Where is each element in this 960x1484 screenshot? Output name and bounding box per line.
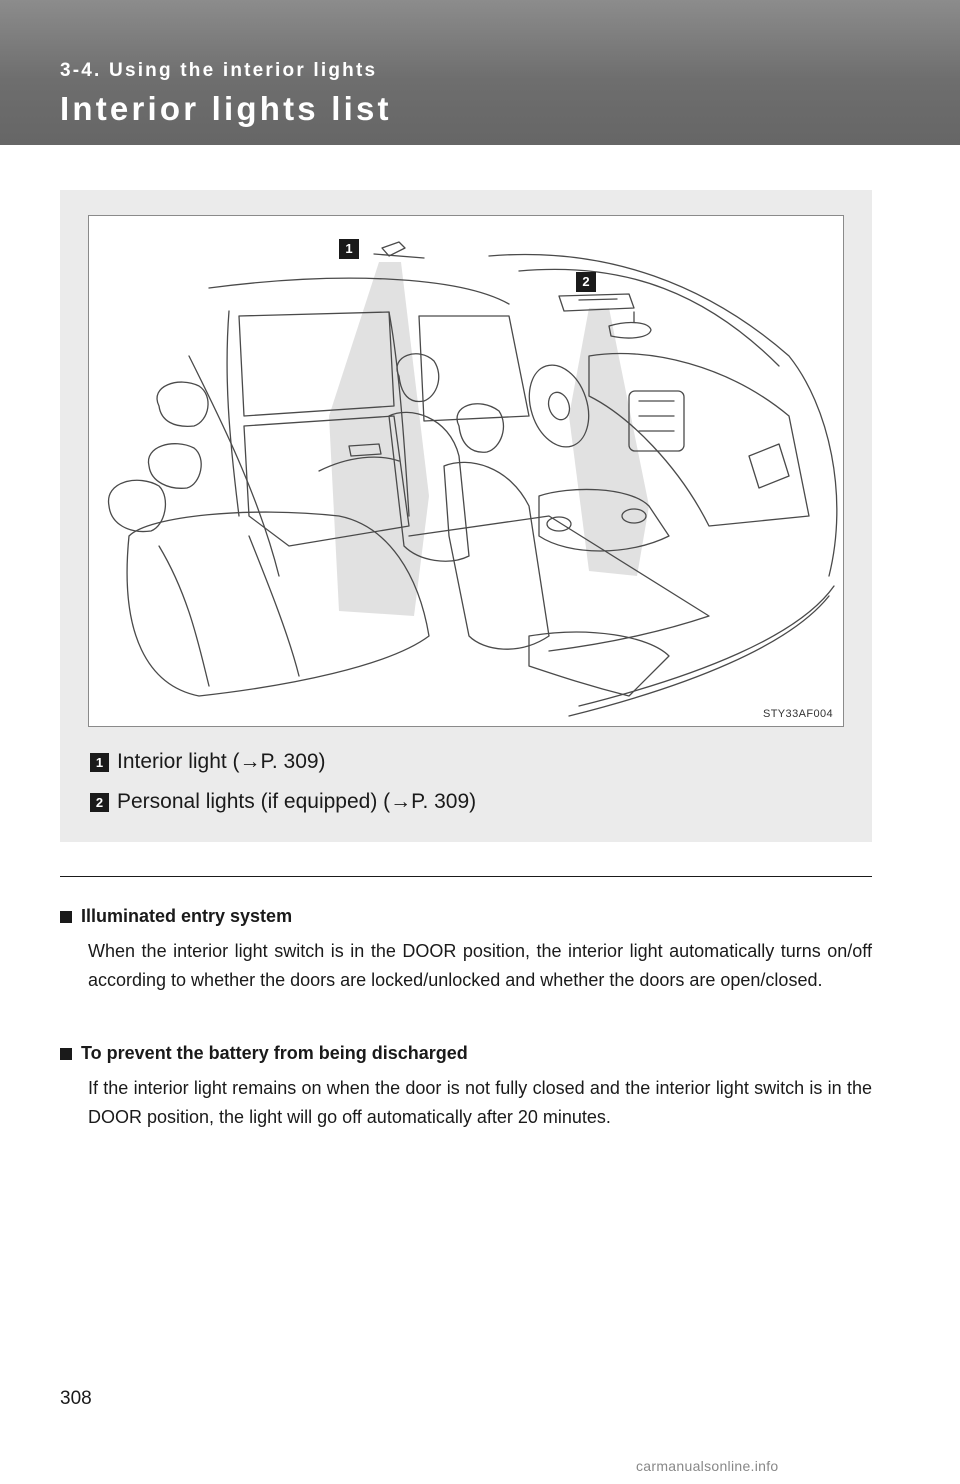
note-heading-battery [60,1043,468,1064]
note-heading-text: Illuminated entry system [81,906,293,926]
page-number: 308 [60,1388,92,1409]
watermark: carmanualsonline.info [636,1458,779,1474]
callout-2: 2 [576,272,596,292]
divider [60,876,872,877]
section-label: 3-4. Using the interior lights [60,60,378,81]
legend-number: 2 [90,793,109,812]
square-bullet-icon [60,911,72,923]
note-body-battery: If the interior light remains on when the door is not fully closed and the interior light switch is in the DOOR position, the light will go off automatically after 20 minutes. [88,1078,872,1127]
page-header [0,0,960,145]
legend-label: Interior light (→P. 309) [117,750,326,773]
figure-panel [60,190,872,842]
car-interior-illustration [88,215,844,727]
page-title: Interior lights list [60,90,392,127]
callout-1: 1 [339,239,359,259]
note-heading-illuminated-entry [60,906,292,927]
car-interior-drawing [89,216,844,727]
square-bullet-icon [60,1048,72,1060]
legend-item-personal-lights [90,790,476,814]
note-body-illuminated-entry: When the interior light switch is in the DOOR position, the interior light automatically turns on/off according to whether the doors are locked/unlocked and whether the doors are open/closed. [88,941,872,990]
legend-number: 1 [90,753,109,772]
note-heading-text: To prevent the battery from being discharged [81,1043,468,1063]
legend-item-interior-light [90,750,326,774]
legend-label: Personal lights (if equipped) (→P. 309) [117,790,477,813]
figure-code: STY33AF004 [762,708,833,720]
